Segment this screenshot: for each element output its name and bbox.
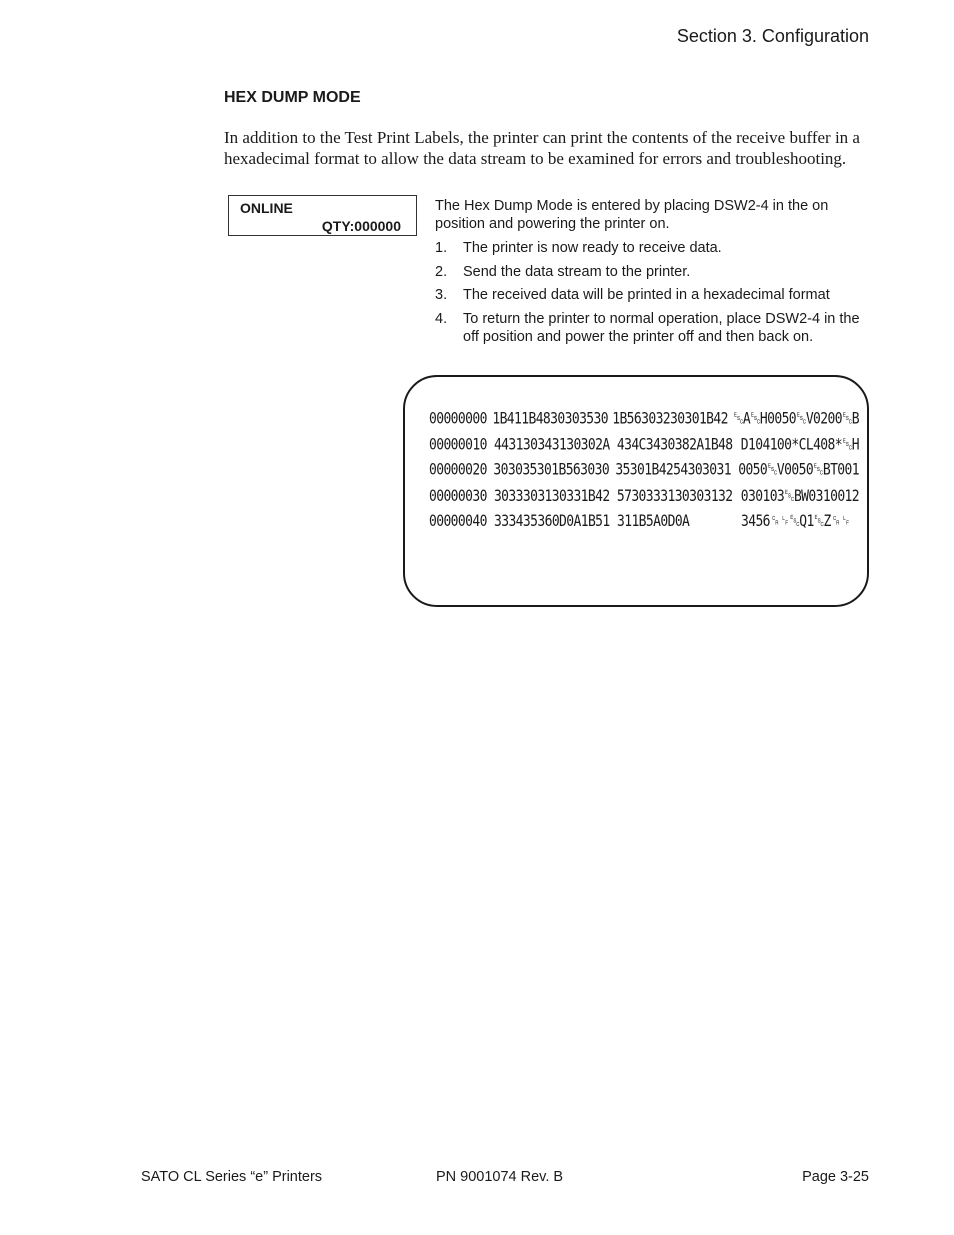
step-item	[435, 239, 870, 257]
instructions	[435, 197, 870, 351]
step-text: To return the printer to normal operation, place DSW2-4 in the off position and power the printer off and then back on.	[463, 310, 860, 345]
section-heading: HEX DUMP MODE	[224, 89, 361, 106]
footer-page-number: Page 3-25	[802, 1169, 869, 1185]
step-item	[435, 286, 870, 304]
hex-dump-rows	[429, 407, 859, 535]
step-number: 4.	[435, 310, 448, 327]
steps-list	[435, 239, 870, 346]
hex-ascii: D104100*CL408*␛H	[740, 435, 859, 454]
hex-dump-printout	[403, 375, 869, 607]
hex-ascii: ␛A␛H0050␛V0200␛B	[733, 409, 859, 429]
step-number: 1.	[435, 240, 448, 256]
step-text: Send the data stream to the printer.	[463, 263, 691, 280]
hex-row	[429, 458, 859, 484]
hex-bytes-high: 35301B4254303031	[615, 460, 731, 480]
hex-bytes-low: 303035301B563030	[493, 460, 610, 480]
hex-bytes-high: 434C3430382A1B48	[616, 435, 733, 454]
hex-ascii: 3456␍␊␛Q1␛Z␍␊	[741, 512, 851, 531]
step-item	[435, 263, 870, 281]
hex-bytes-low: 3033303130331B42	[493, 486, 610, 506]
hex-bytes-low: 333435360D0A1B51	[494, 512, 610, 531]
lcd-qty-text: QTY:000000	[321, 218, 401, 234]
footer-part-number: PN 9001074 Rev. B	[436, 1169, 564, 1185]
step-text: The received data will be printed in a hexadecimal format	[463, 287, 830, 303]
intro-paragraph: In addition to the Test Print Labels, the printer can print the contents of the receive buffer in a hexadecimal format to allow the data stream to be examined for errors and troubleshooting.	[224, 128, 860, 168]
hex-bytes-high: 5730333130303132	[616, 486, 733, 506]
hex-bytes-high: 1B56303230301B42	[612, 409, 728, 429]
hex-bytes-low: 1B411B4830303530	[492, 409, 608, 429]
hex-address: 00000020	[429, 460, 487, 480]
step-number: 2.	[435, 263, 448, 280]
lcd-status-text: ONLINE	[240, 200, 293, 216]
hex-ascii: 0050␛V0050␛BT001	[738, 460, 859, 480]
hex-address: 00000000	[429, 409, 487, 429]
hex-bytes-low: 443130343130302A	[493, 435, 610, 454]
running-header: Section 3. Configuration	[676, 26, 869, 46]
hex-row	[429, 484, 859, 510]
hex-row	[429, 433, 859, 459]
hex-row	[429, 510, 859, 536]
step-text: The printer is now ready to receive data.	[463, 240, 722, 256]
hex-ascii: 030103␛BW0310012	[740, 486, 859, 506]
hex-bytes-high: 311B5A0D0A	[617, 512, 690, 531]
mode-description: The Hex Dump Mode is entered by placing DSW2-4 in the on position and powering the printer on.	[435, 198, 829, 232]
step-item	[435, 310, 870, 346]
hex-address: 00000040	[429, 512, 487, 531]
step-number: 3.	[435, 287, 448, 303]
lcd-display	[228, 195, 417, 236]
hex-address: 00000010	[429, 435, 487, 454]
hex-row	[429, 407, 859, 433]
footer-product: SATO CL Series “e” Printers	[141, 1169, 323, 1185]
hex-address: 00000030	[429, 486, 487, 506]
